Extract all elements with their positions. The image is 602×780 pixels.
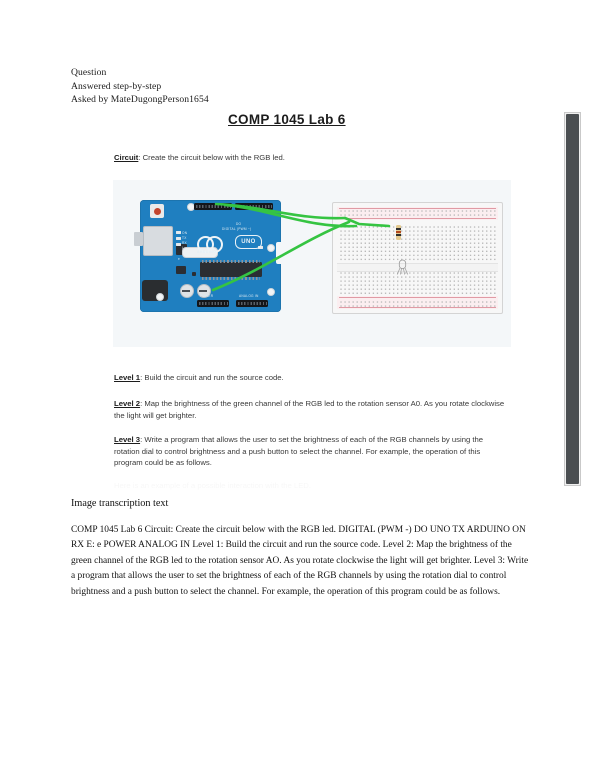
level3-label: Level 3 [114,435,141,444]
breadboard [332,202,503,314]
answer-status: Answered step-by-step [71,80,162,92]
analog-header [236,300,268,307]
silk-tx-label: TX [182,236,187,240]
usb-port-tab [134,232,143,246]
digital-header-left [194,203,232,210]
circuit-label: Circuit [114,153,139,162]
silk-e-label: e [178,257,181,261]
breadboard-holes-top-rail [339,209,496,218]
question-image [71,108,541,490]
barrel-power-jack [142,280,168,301]
breadboard-holes-bottom-rail [339,300,496,309]
level1-text: : Build the circuit and run the source code. [140,373,284,382]
transcription-heading: Image transcription text [71,498,169,509]
regulator-chip [176,266,186,274]
resistor [396,225,401,240]
smd-led [176,243,181,246]
level2-instruction [114,398,506,421]
silk-on-label: ON [182,231,188,235]
reset-button[interactable] [150,204,164,218]
mounting-hole [267,244,275,252]
level2-text: : Map the brightness of the green channel of the RGB led to the rotation sensor A0. As you rotate clockwise the light will get brighter. [114,399,505,420]
circuit-text: : Create the circuit below with the RGB led. [138,153,285,162]
uno-badge: UNO [235,235,262,249]
level1-instruction [114,372,514,384]
power-header [197,300,229,307]
document-scrollbar-thumb[interactable] [566,114,579,484]
mounting-hole [267,288,275,296]
board-notch [276,242,284,264]
asked-by: Asked by MateDugongPerson1654 [71,94,209,105]
arduino-infinity-logo [197,236,229,250]
smd-led [176,231,181,234]
silk-l-label: L [182,246,185,250]
silk-analog-label: ANALOG IN [239,294,259,298]
usb-port [143,226,173,256]
smd-led [176,237,181,240]
silk-digital-label: DIGITAL (PWM ~) [222,227,252,231]
question-label: Question [71,67,107,78]
level3-instruction [114,434,506,469]
small-component [192,272,196,276]
capacitor [180,284,194,298]
circuit-instruction [114,152,514,164]
breadboard-holes-lower [339,271,496,296]
clipped-faded-text: Here is an example of a possible interaction with the LED. [114,481,311,490]
arduino-brand-text: ARDUINO [197,250,217,254]
silk-rx-label: RX [182,241,187,245]
level3-text: : Write a program that allows the user to set the brightness of each of the RGB channels by using the rotation dial to control brightness and a push button to select the channel. For example, the operation of this program could be as follows. [114,435,484,467]
rgb-led [396,259,409,275]
level1-label: Level 1 [114,373,141,382]
digital-header-right [235,203,273,210]
silk-power-label: POWER [200,294,214,298]
lab-title: COMP 1045 Lab 6 [228,112,346,127]
arduino-uno-board [140,200,281,312]
transcription-body: COMP 1045 Lab 6 Circuit: Create the circuit below with the RGB led. DIGITAL (PWM -) DO UNO TX ARDUINO ON RX E: e POWER ANALOG IN Level 1: Build the circuit and run the source code. Level 2: Map the brightness of the green channel of the RGB led to the rotation sensor AO. As you rotate clockwise the light will get brighter. Level 3: Write a program that allows the user to set the brightness of each of the RGB channels by using the rotation dial to control brightness and a push button to select the channel. For example, the operation of this program could be as follows. [71,525,529,597]
atmega-microcontroller [200,262,262,277]
circuit-figure [113,180,511,347]
mounting-hole [156,293,164,301]
breadboard-holes-upper [339,225,496,262]
level2-label: Level 2 [114,399,141,408]
silk-do-label: DO [236,222,242,226]
question-meta-block [71,66,209,107]
